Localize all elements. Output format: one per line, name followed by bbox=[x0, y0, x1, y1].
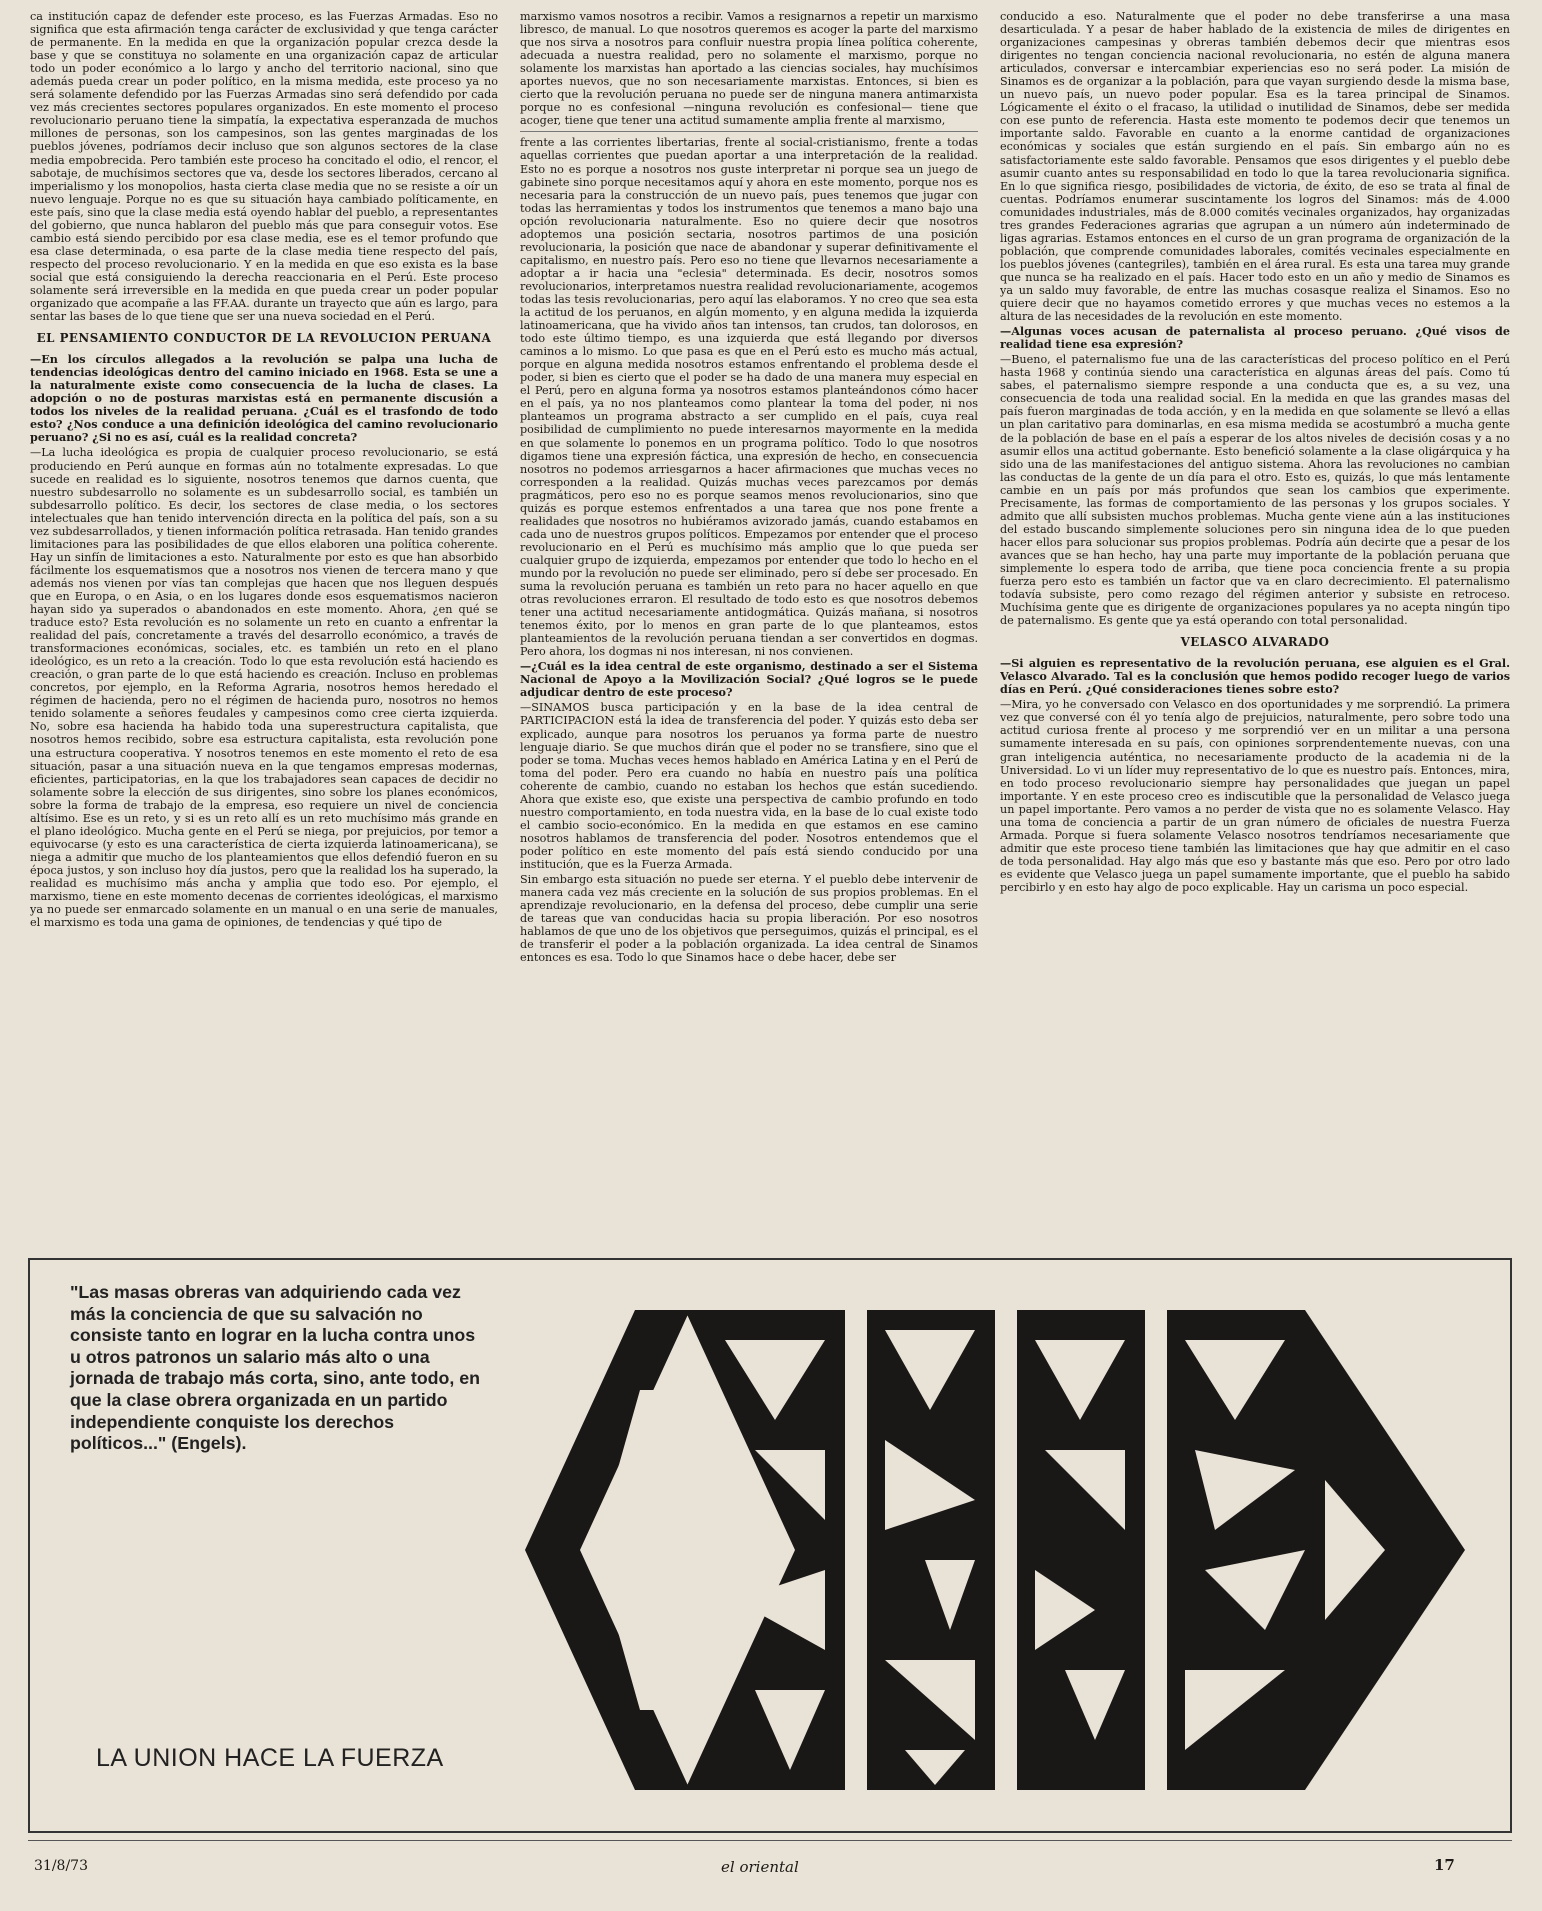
article-column-1 bbox=[30, 10, 498, 1250]
body-paragraph: frente a las corrientes libertarias, frente al social-cristianismo, frente a todas aquellas corrientes que puedan aportar a una interpretación de la realidad. Esto no es porque a nosotros nos guste interpretar ni porque sea un juego de gabinete sino porque necesitamos aquí y ahora en este momento, porque nos es necesaria para la construcción de un nuevo país, pues tenemos que jugar con todas las herramientas y todos los instrumentos que tenemos a mano bajo una opción revolucionaria naturalmente. Eso no quiere decir que nosotros adoptemos una posición sectaria, nosotros partimos de una posición revolucionaria, la posición que nace de abandonar y superar definitivamente el capitalismo, en nuestro país. Pero eso no tiene que llevarnos necesariamente a adoptar a ir hacia una "eclesia" determinada. Es decir, nosotros somos revolucionarios, interpretamos nuestra realidad revolucionariamente, acogemos todas las tesis revolucionarias, pero aquí las elaboramos. Y no creo que sea esta la actitud de los peruanos, en algún momento, y en alguna medida la izquierda latinoamericana, que ha vivido años tan intensos, tan crudos, tan dolorosos, en todo este último tiempo, es una izquierda que está llegando por diversos caminos a lo mismo. Lo que pasa es que en el Perú esto es mucho más actual, porque en alguna medida nosotros estamos enfrentando el problema desde el poder, si bien es cierto que el poder se ha dado de una manera muy especial en el Perú, pero en alguna forma ya nosotros estamos planteándonos cómo hacer en el país, ya no nos planteamos como plantear la toma del poder, ni nos planteamos un programa abstracto a ser cumplido en el país, cuya real posibilidad de cumplimiento no puede interesarnos mayormente en la medida en que solamente lo ponemos en un programa político. Todo lo que nosotros digamos tiene una expresión fáctica, una expresión de hecho, en consecuencia nosotros no podemos arriesgarnos a hacer afirmaciones que muchas veces no corresponden a la realidad. Quizás muchas veces parezcamos por demás pragmáticos, pero eso no es porque seamos menos revolucionarios, sino que quizás es porque estemos enfrentados a una tarea que nos pone frente a realidades que nosotros no hubiéramos avizorado jamás, cuando estabamos en cada uno de nuestros grupos políticos. Empezamos por entender que el proceso revolucionario en el Perú es muchísimo más amplio que lo que pueda ser cualquier grupo de izquierda, empezamos por entender que todo lo hecho en el mundo por la revolución no puede ser eliminado, pero sí debe ser procesado. En suma la revolución peruana es también un reto para no hacer aquello en que otras revoluciones erraron. El resultado de todo esto es que nosotros debemos tener una actitud necesariamente antidogmática. Quizás mañana, si nosotros tenemos éxito, por lo menos en gran parte de lo que planteamos, estos planteamientos de la revolución peruana tiendan a ser convertidos en dogmas. Pero ahora, los dogmas ni nos interesan, ni nos convienen. bbox=[520, 136, 978, 659]
arrow-shape bbox=[525, 1310, 1465, 1790]
body-paragraph: —Bueno, el paternalismo fue una de las características del proceso político en el Perú hasta 1968 y continúa siendo una característica en algunas áreas del país. Como tú sabes, el paternalismo siempre responde a una conducta que es, a su vez, una consecuencia de toda una realidad social. En la medida en que las grandes masas del país fueron marginadas de toda acción, y en la medida en que solamente se llevó a ellas un plan caritativo para dominarlas, en esa misma medida se acostumbró a mucha gente de la población de base en el país a esperar de los altos niveles de decisión cosas y a no asumir ellos una actitud gobernante. Esto benefició solamente a la clase oligárquica y ha sido una de las manifestaciones del antiguo sistema. Ahora las revoluciones no cambian las conductas de la gente de un día para el otro. Esto es, quizás, lo que más lentamente cambie en un país por más profundos que sean los cambios que experimente. Precisamente, las formas de comportamiento de las personas y los grupos sociales. Y admito que allí subsisten muchos problemas. Mucha gente viene aún a las instituciones del estado buscando simplemente soluciones pero sin ninguna idea de lo que pueden hacer ellos para solucionar sus propios problemas. Podría aún decirte que a pesar de los avances que se han hecho, hay una parte muy importante de la población peruana que simplemente lo espera todo de arriba, que tiene poca conciencia frente a su propia fuerza pero esto es también un factor que va en claro decrecimiento. El paternalismo todavía subsiste, pero como rezago del régimen anterior y subsiste en retroceso. Muchísima gente que es dirigente de organizaciones populares ya no acepta ningún tipo de paternalismo. Es gente que ya está operando con total personalidad. bbox=[1000, 353, 1510, 628]
interview-question: —En los círculos allegados a la revolución se palpa una lucha de tendencias ideológicas dentro del camino iniciado en 1968. Esta se une a la naturalmente existe como consecuencia de la lucha de clases. La adopción o no de posturas marxistas está en permanente discusión a todos los niveles de la realidad peruana. ¿Cuál es el trasfondo de todo esto? ¿Nos conduce a una definición ideológica del camino revolucionario peruano? ¿Si no es así, cuál es la realidad concreta? bbox=[30, 352, 498, 445]
body-paragraph: conducido a eso. Naturalmente que el poder no debe transferirse a una masa desarticulada. Y a pesar de haber hablado de la existencia de miles de dirigentes en organizaciones campesinas y obreras también debemos decir que mientras esos dirigentes no tengan conciencia nacional revolucionaria, no estén de alguna manera articulados, conversar e intercambiar experiencias eso no será poder. La misión de Sinamos es de organizar a la población, para que vayan surgiendo desde la misma base, un nuevo país, un nuevo poder popular. Esa es la tarea principal de Sinamos. Lógicamente el éxito o el fracaso, la utilidad o inutilidad de Sinamos, debe ser medida con ese punto de referencia. Hasta este momento te podemos decir que tenemos un importante saldo. Favorable en cuanto a la enorme cantidad de organizaciones económicas y sociales que están surgiendo en el país. Sin embargo aún no es satisfactoriamente este saldo favorable. Pensamos que esos dirigentes y el pueblo debe asumir cuanto antes su responsabilidad en todo lo que la tarea revolucionaria significa. En lo que significa riesgo, posibilidades de victoria, de éxito, de eso se trata al final de cuentas. Podríamos enumerar suscintamente los logros del Sinamos: más de 4.000 comunidades industriales, más de 8.000 comités vecinales organizados, hay organizadas tres grandes Federaciones agrarias que agrupan a un número aún indeterminado de ligas agrarias. Estamos entonces en el curso de un gran programa de organización de la población, que comprende comunidades laborales, comités vecinales especialmente en los pueblos jóvenes (cantegriles), también en el área rural. Es esta una tarea muy grande que nunca se ha realizado en el país. Hacer todo esto en un año y medio de Sinamos es ya un saldo muy favorable, de entre las muchas cosasque realiza el Sinamos. Eso no quiere decir que no hayamos cometido errores y que muchas veces no estemos a la altura de las necesidades de la revolución en este momento. bbox=[1000, 10, 1510, 324]
interview-question: —Algunas voces acusan de paternalista al proceso peruano. ¿Qué visos de realidad tiene esa expresión? bbox=[1000, 324, 1510, 352]
publication-name: el oriental bbox=[721, 1858, 799, 1876]
engels-quote: "Las masas obreras van adquiriendo cada vez más la conciencia de que su salvación no consiste tanto en lograr en la lucha contra unos u otros patronos un salario más alto o una jornada de trabajo más corta, sino, ante todo, en que la clase obrera organizada en un partido independiente conquiste los derechos políticos..." (Engels). bbox=[70, 1282, 481, 1454]
issue-date: 31/8/73 bbox=[34, 1858, 88, 1874]
interview-question: —Si alguien es representativo de la revolución peruana, ese alguien es el Gral. Velasco Alvarado. Tal es la conclusión que hemos podido recoger luego de varios días en Perú. ¿Qué consideraciones tienes sobre esto? bbox=[1000, 656, 1510, 697]
body-paragraph: —Mira, yo he conversado con Velasco en dos oportunidades y me sorprendió. La primera vez que conversé con él yo tenía algo de prejuicios, naturalmente, pero sobre todo una actitud curiosa frente al proceso y me sorprendió ver en un militar a una persona sumamente interesada en su país, con opiniones sorprendentemente nuevas, con una gran inteligencia auténtica, no necesariamente producto de la academia ni de la Universidad. Lo vi un líder muy representativo de lo que es nuestro país. Entonces, mira, en todo proceso revolucionario siempre hay personalidades que juegan un papel importante. Y en este proceso creo es indiscutible que la personalidad de Velasco juega un papel importante. Pero vamos a no perder de vista que no es solamente Velasco. Hay una toma de conciencia a partir de un gran número de oficiales de nuestra Fuerza Armada. Porque si fuera solamente Velasco nosotros tendríamos necesariamente que admitir que este proceso tiene también las limitaciones que hay que admitir en el caso de toda personalidad. Hay algo más que eso y bastante más que eso. Pero por otro lado es evidente que Velasco juega un papel sumamente importante, que el pueblo ha sabido percibirlo y en esto hay algo de poco explicable. Hay un carisma un poco especial. bbox=[1000, 698, 1510, 894]
section-heading: VELASCO ALVARADO bbox=[1180, 635, 1330, 650]
article-column-3 bbox=[1000, 10, 1510, 1250]
body-paragraph: marxismo vamos nosotros a recibir. Vamos a resignarnos a repetir un marxismo libresco, de manual. Lo que nosotros queremos es acoger la parte del marxismo que nos sirva a nosotros para confluir nuestra propia línea política coherente, adecuada a nuestra realidad, pero no solamente el marxismo, porque no solamente los marxistas han aportado a las ciencias sociales, hay muchísimos aportes nuevos, que no son necesariamente marxistas. Entonces, si bien es cierto que la revolución peruana no puede ser de ninguna manera antimarxista porque no es confesional —ninguna revolución es confesional— tiene que acoger, tiene que tener una actitud sumamente amplia frente al marxismo, bbox=[520, 10, 978, 128]
ad-slogan: LA UNION HACE LA FUERZA bbox=[96, 1744, 444, 1772]
body-paragraph: Sin embargo esta situación no puede ser eterna. Y el pueblo debe intervenir de manera cada vez más creciente en la solución de sus propios problemas. En el aprendizaje revolucionario, en la defensa del proceso, debe cumplir una serie de tareas que van conducidas hacia su propia liberación. Por eso nosotros hablamos de que uno de los objetivos que perseguimos, quizás el principal, es el de transferir el poder a la población organizada. La idea central de Sinamos entonces es esa. Todo lo que Sinamos hace o debe hacer, debe ser bbox=[520, 873, 978, 965]
geometric-arrow-artwork bbox=[525, 1270, 1485, 1830]
section-heading: EL PENSAMIENTO CONDUCTOR DE LA REVOLUCION PERUANA bbox=[36, 331, 492, 346]
column-divider bbox=[520, 131, 978, 132]
body-paragraph: ca institución capaz de defender este proceso, es las Fuerzas Armadas. Eso no significa que esta afirmación tenga carácter de exclusividad y que tenga carácter de permanente. En la medida en que la organización popular crezca desde la base y que se constituya no solamente en una organización capaz de articular todo un poder económico a lo largo y ancho del territorio nacional, sino que además pueda crear un poder político, en la misma medida, este proceso ya no será solamente defendido por las Fuerzas Armadas sino será defendido por cada vez más crecientes sectores populares organizados. En este momento el proceso revolucionario peruano tiene la simpatía, la expectativa esperanzada de muchos millones de personas, son los campesinos, son las gentes marginadas de los pueblos jóvenes, podríamos decir incluso que son algunos sectores de la clase media empobrecida. Pero también este proceso ha concitado el odio, el rencor, el sabotaje, de muchísimos sectores que va, desde los sectores liberados, cercano al imperialismo y los monopolios, hasta cierta clase media que no se resiste a oír un nuevo lenguaje. Porque no es que su situación haya cambiado políticamente, en este país, sino que la clase media está oyendo hablar del pueblo, a representantes del gobierno, que nunca hablaron del pueblo más que para conseguir votos. Ese cambio está siendo percibido por esa clase media, ese es el temor profundo que esa clase determinada, o esa parte de la clase media tiene respecto del país, respecto del proceso revolucionario. Y en la medida en que eso exista es la base social que está consiguiendo la derecha reaccionaria en el Perú. Este proceso solamente será irreversible en la medida en que pueda crear un poder popular organizado que acompañe a las FF.AA. durante un trayecto que aún es largo, para sentar las bases de lo que tiene que ser una nueva sociedad en el Perú. bbox=[30, 10, 498, 324]
page-number: 17 bbox=[1434, 1856, 1455, 1874]
interview-question: —¿Cuál es la idea central de este organismo, destinado a ser el Sistema Nacional de Apoyo a la Movilización Social? ¿Qué logros se le puede adjudicar dentro de este proceso? bbox=[520, 659, 978, 700]
article-column-2 bbox=[520, 10, 978, 1250]
body-paragraph: —SINAMOS busca participación y en la base de la idea central de PARTICIPACION está la idea de transferencia del poder. Y quizás esto deba ser explicado, aunque para nosotros los peruanos ya forma parte de nuestro lenguaje diario. Se que muchos dirán que el poder no se transfiere, sino que el poder se toma. Muchas veces hemos hablado en América Latina y en el Perú de toma del poder. Pero era cuando no había en nuestro país una política coherente de cambio, cuando no estaban los hechos que están sucediendo. Ahora que existe eso, que existe una perspectiva de cambio profundo en todo nuestro comportamiento, en toda nuestra vida, en la base de lo cual existe todo el cambio socio-económico. En la medida en que estamos en ese camino nosotros hablamos de transferencia del poder. Nosotros entendemos que el poder político en este momento del país está siendo conducido por una institución, que es la Fuerza Armada. bbox=[520, 701, 978, 871]
footer-rule bbox=[28, 1840, 1512, 1841]
body-paragraph: —La lucha ideológica es propia de cualquier proceso revolucionario, se está produciendo en Perú aunque en formas aún no totalmente expresadas. Lo que sucede en realidad es lo siguiente, nosotros tenemos que darnos cuenta, que nuestro subdesarrollo no solamente es un subdesarrollo social, es también un subdesarrollo político. Es decir, los sectores de clase media, o los sectores intelectuales que han tenido intervención directa en la política del país, son a su vez subdesarrollados, y tienen información política retrasada. Han tenido grandes limitaciones para las posibilidades de que ellos elaboren una política coherente. Hay un sinfín de limitaciones a esto. Naturalmente por esto es que han absorbido fácilmente los esquematismos que a nosotros nos vienen de tercera mano y que además nos vienen por vías tan complejas que hacen que nos lleguen después que en Europa, o en Asia, o en los lugares donde esos esquematismos nacieron hayan sido ya superados o abandonados en este momento. Ahora, ¿en qué se traduce esto? Esta revolución es no solamente un reto en cuanto a enfrentar la realidad del país, concretamente a través del desarrollo económico, a través de transformaciones económicas, sociales, etc. es también un reto en el plano ideológico, es un reto a la creación. Todo lo que esta revolución está haciendo es creación, o gran parte de lo que está haciendo es creación. Incluso en problemas concretos, por ejemplo, en la Reforma Agraria, nosotros hemos heredado el régimen de hacienda, pero no el régimen de hacienda puro, nosotros no hemos tenido solamente a señores feudales y campesinos como cree cierta izquierda. No, sobre esa hacienda ha habido toda una superestructura capitalista, que nosotros hemos recibido, sobre esa estructura capitalista, esta revolución pone una estructura cooperativa. Y nosotros tenemos en este momento el reto de esa situación, pasar a una situación nueva en la que tengamos empresas modernas, eficientes, participatorias, en la que los trabajadores sean capaces de decidir no solamente sobre la elección de sus dirigentes, sino sobre los planes económicos, sobre la forma de trabajo de la empresa, eso requiere un nivel de conciencia altísimo. Ese es un reto, y si es un reto allí es un reto muchísimo más grande en el plano ideológico. Mucha gente en el Perú se niega, por prejuicios, por temor a equivocarse (y esto es una característica de cierta izquierda latinoamericana), se niega a admitir que mucho de los planteamientos que ellos defendió fueron en su época justos, y son incluso hoy día justos, pero que la realidad los ha superado, la realidad es muchísimo más ancha y amplia que todo eso. Por ejemplo, el marxismo, tiene en este momento decenas de corrientes ideológicas, el marxismo ya no puede ser enmarcado solamente en un manual o en una serie de manuales, el marxismo es toda una gama de opiniones, de tendencias y qué tipo de bbox=[30, 446, 498, 930]
